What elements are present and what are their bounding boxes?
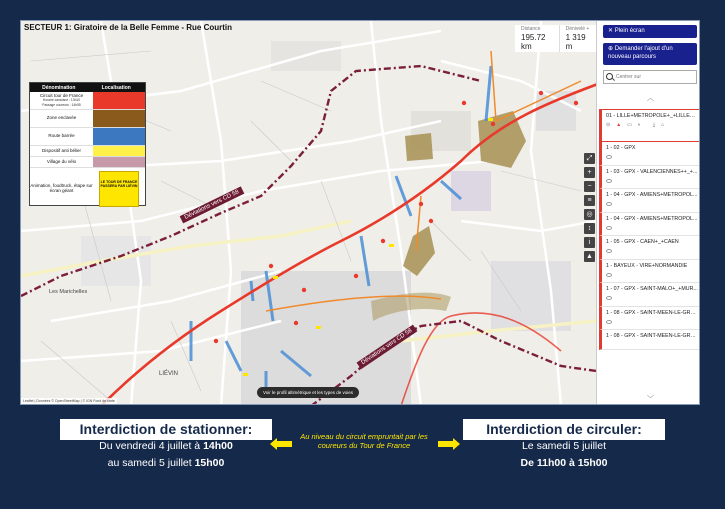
zoom-out-icon[interactable]: − xyxy=(584,181,595,192)
sidebar xyxy=(596,21,700,405)
stat-elevation: Dénivelé + 1 319 m xyxy=(559,25,596,52)
eye-off-icon[interactable] xyxy=(606,179,612,183)
legend-row-animation xyxy=(30,168,145,209)
legend-row-circuit xyxy=(30,92,145,110)
warning-icon[interactable]: ▲ xyxy=(616,122,622,128)
map-label-lievin: LIÉVIN xyxy=(159,371,179,377)
deviation-label-1: Déviations vers CD 58 xyxy=(180,187,244,224)
eye-off-icon[interactable] xyxy=(606,273,612,277)
legend-row-village xyxy=(30,157,145,168)
fullscreen-button[interactable]: ✕ Plein écran xyxy=(603,25,697,38)
map-attribution[interactable]: Leaflet | Données © OpenStreetMap | © IGN Fond de carte xyxy=(23,399,115,403)
route-item[interactable]: 1 - 03 - GPX - VALENCIENNES++_+... xyxy=(599,166,700,190)
route-item[interactable]: 1 - 04 - GPX - AMIENS+MÉTROPOL... xyxy=(599,213,700,237)
legend-label: Village du vélo xyxy=(46,158,77,164)
download-icon[interactable]: ⤓ xyxy=(652,122,656,128)
elevation-profile-button[interactable]: Voir le profil altimétrique et les types de voies xyxy=(257,387,359,398)
eye-off-icon[interactable] xyxy=(606,320,612,324)
route-item-active[interactable]: 01 - LILLE+MÉTROPOLE+_+LILLE+... ⊙ ▲ ▭ ◐ ⤓ ⌂ xyxy=(599,109,700,142)
plus-circle-icon: ⊕ xyxy=(608,46,615,52)
locate-icon[interactable]: ◎ xyxy=(584,209,595,220)
parking-ban-line1: Du vendredi 4 juillet à 14h00 xyxy=(99,440,233,452)
legend-row-anti-belier xyxy=(30,146,145,157)
legend-label: Animation, foodtruck, étape sur écran géant xyxy=(30,183,93,193)
main-frame xyxy=(20,20,700,405)
traffic-ban-title: Interdiction de circuler: xyxy=(463,419,665,440)
eye-off-icon[interactable] xyxy=(606,155,612,159)
arrow-right-icon xyxy=(438,438,460,450)
tour-de-france-logo: LE TOUR DE FRANCE PASSERA PAR LIÉVIN xyxy=(99,171,139,207)
palette-icon[interactable]: ◐ xyxy=(637,122,641,128)
legend-sub-caravane: Horaire caravane : 13h10 xyxy=(42,98,81,103)
ruler-icon[interactable]: ↕ xyxy=(584,223,595,234)
layers-icon[interactable]: ≡ xyxy=(584,195,595,206)
zoom-in-icon[interactable]: + xyxy=(584,167,595,178)
legend-row-zone xyxy=(30,110,145,128)
sector-title: SECTEUR 1: Giratoire de la Belle Femme - Rue Courtin xyxy=(24,23,233,32)
center-search-input[interactable]: Centrer sur xyxy=(603,70,697,84)
circuit-note: Au niveau du circuit empruntait par les coureurs du Tour de France xyxy=(300,432,428,450)
route-list xyxy=(599,109,700,350)
legend-label: Circuit tour de France xyxy=(39,92,84,98)
legend-label: Zone enclavée xyxy=(46,115,77,121)
legend-label: Route barrée xyxy=(48,133,75,139)
info-icon[interactable]: i xyxy=(584,237,595,248)
parking-ban-line2: au samedi 5 juillet 15h00 xyxy=(107,457,225,469)
legend-swatch-yellow xyxy=(93,146,145,156)
chevron-down-icon[interactable]: ﹀ xyxy=(647,396,654,403)
traffic-ban-line1: Le samedi 5 juillet xyxy=(521,440,607,452)
arrow-left-icon xyxy=(270,438,292,450)
route-item[interactable]: 1 - 05 - GPX - CAEN+_+CAEN xyxy=(599,236,700,260)
lock-icon[interactable]: ⌂ xyxy=(661,122,665,128)
elevation-value: 1 319 m xyxy=(565,33,586,51)
traffic-ban-line2: De 11h00 à 15h00 xyxy=(520,457,608,469)
route-item[interactable]: 1 - 04 - GPX - AMIENS+MÉTROPOL... xyxy=(599,189,700,213)
chevron-up-icon[interactable]: ︿ xyxy=(647,95,654,102)
legend-header xyxy=(30,83,145,92)
route-item[interactable]: 1 - 08 - GPX - SAINT-MÉEN-LE-GRA... xyxy=(599,307,700,331)
target-icon[interactable]: ⊙ xyxy=(606,122,611,128)
deviation-label-2: Déviations vers CD 58 xyxy=(357,325,418,369)
legend-col-location: Localisation xyxy=(101,84,131,91)
legend-swatch-pink xyxy=(93,157,145,167)
legend-swatch-brown xyxy=(93,110,145,127)
legend-label: Dispositif anti bélier xyxy=(41,147,82,153)
legend-col-name: Dénomination xyxy=(42,84,76,91)
legend-row-route-barree xyxy=(30,128,145,146)
map-canvas xyxy=(21,21,596,405)
search-icon xyxy=(606,73,613,80)
eye-off-icon[interactable] xyxy=(606,249,612,253)
map-area[interactable] xyxy=(21,21,596,405)
expand-icon: ✕ xyxy=(608,28,615,34)
eye-off-icon[interactable] xyxy=(606,202,612,206)
map-label-marichelles: Les Marichelles xyxy=(49,289,88,295)
fit-bounds-icon[interactable]: ⤢ xyxy=(584,153,595,164)
parking-ban-title: Interdiction de stationner: xyxy=(60,419,272,440)
eye-off-icon[interactable] xyxy=(606,296,612,300)
route-item[interactable]: 1 - 02 - GPX xyxy=(599,142,700,166)
map-legend xyxy=(29,82,146,206)
route-actions xyxy=(606,122,697,128)
request-route-button[interactable]: ⊕ Demander l'ajout d'un nouveau parcours xyxy=(603,43,697,65)
folder-icon[interactable]: ▭ xyxy=(627,122,632,128)
route-item[interactable]: 1 - 07 - GPX - SAINT-MALO+_+MÛR... xyxy=(599,283,700,307)
map-toolbar xyxy=(584,153,596,265)
eye-off-icon[interactable] xyxy=(606,226,612,230)
stat-distance: Distance 195.72 km xyxy=(515,25,559,52)
route-stats xyxy=(515,25,596,52)
legend-sub-coureurs: Passage coureurs : 14h55 xyxy=(42,102,81,107)
legend-swatch-blue xyxy=(93,128,145,145)
legend-swatch-red xyxy=(93,92,145,109)
distance-value: 195.72 km xyxy=(521,33,546,51)
route-item[interactable]: 1 - 08 - GPX - SAINT-MÉEN-LE-GRA... xyxy=(599,330,700,350)
warning-icon[interactable]: ▲ xyxy=(584,251,595,262)
route-item[interactable]: 1 - BAYEUX - VIRE+NORMANDIE xyxy=(599,260,700,284)
